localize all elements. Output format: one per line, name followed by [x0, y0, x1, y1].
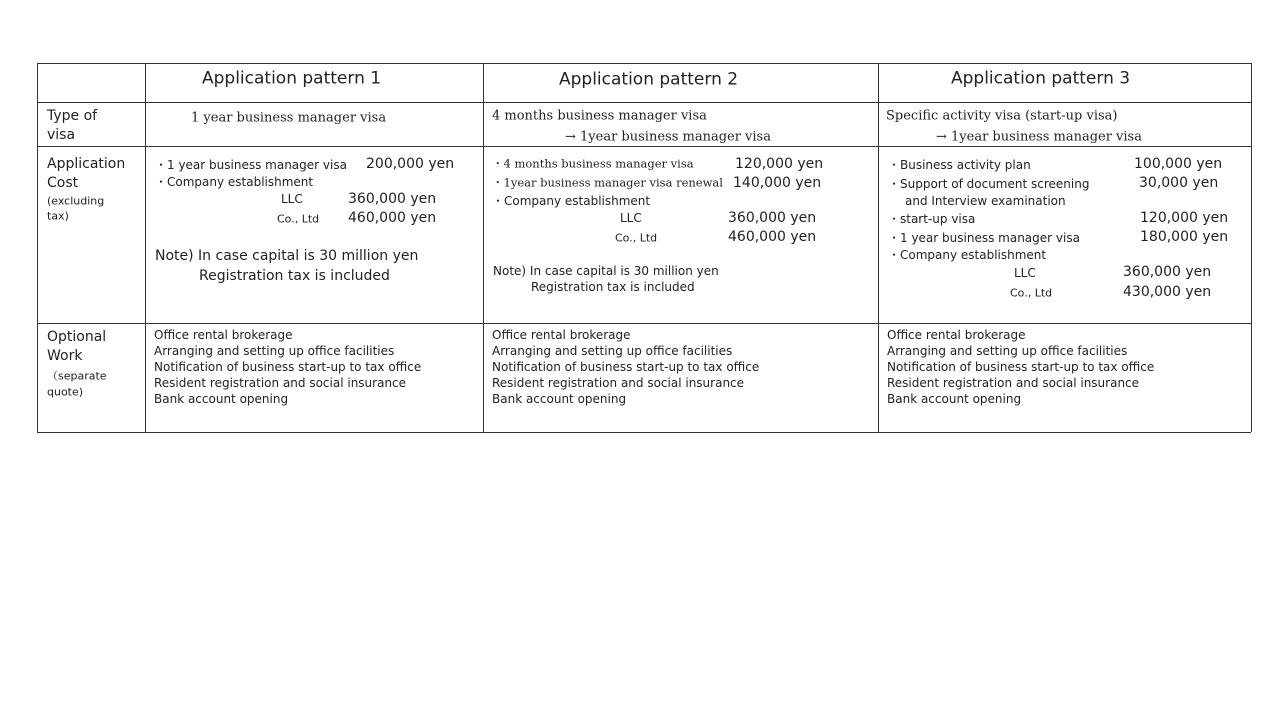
- row-divider: [37, 102, 1251, 103]
- column-divider: [878, 63, 879, 432]
- cost-item: ・1 year business manager visa: [888, 231, 1080, 245]
- table-border: [37, 63, 1251, 64]
- row-label-optional: Optional: [47, 329, 107, 345]
- cost-item: ・Company establishment: [888, 248, 1047, 262]
- cost-amount: 430,000 yen: [1123, 284, 1212, 300]
- cost-amount: 200,000 yen: [366, 156, 455, 172]
- list-item: Bank account opening: [154, 392, 289, 406]
- list-item: Office rental brokerage: [154, 328, 293, 342]
- list-item: Arranging and setting up office facilities: [154, 344, 395, 358]
- cost-item: LLC: [281, 192, 303, 206]
- row-label-type: visa: [47, 127, 76, 143]
- cost-item: ・1 year business manager visa: [155, 158, 347, 172]
- visa-type-p2: 4 months business manager visa: [492, 108, 707, 124]
- list-item: Bank account opening: [887, 392, 1022, 406]
- list-item: Notification of business start-up to tax office: [887, 360, 1155, 374]
- cost-item: ・start-up visa: [888, 212, 976, 226]
- list-item: Office rental brokerage: [887, 328, 1026, 342]
- visa-type-p3: → 1year business manager visa: [936, 129, 1142, 145]
- header-pattern-2: Application pattern 2: [559, 69, 739, 90]
- cost-item: Co., Ltd: [615, 231, 658, 245]
- row-label-cost-note: tax): [47, 209, 69, 223]
- list-item: Resident registration and social insurance: [887, 376, 1140, 390]
- row-label-optional: Work: [47, 348, 83, 364]
- list-item: Arranging and setting up office facilities: [492, 344, 733, 358]
- visa-type-p1: 1 year business manager visa: [191, 110, 387, 126]
- cost-item: ・Business activity plan: [888, 158, 1031, 172]
- row-label-type: Type of: [47, 108, 98, 124]
- cost-amount: 360,000 yen: [1123, 264, 1212, 280]
- cost-amount: 30,000 yen: [1139, 175, 1219, 191]
- cost-amount: 100,000 yen: [1134, 156, 1223, 172]
- row-label-cost: Application: [47, 156, 126, 172]
- cost-note: Note) In case capital is 30 million yen: [493, 264, 719, 278]
- visa-type-p2: → 1year business manager visa: [565, 129, 771, 145]
- list-item: Notification of business start-up to tax office: [492, 360, 760, 374]
- cost-item: ・4 months business manager visa: [492, 156, 694, 171]
- cost-item: LLC: [620, 211, 642, 225]
- row-divider: [37, 146, 1251, 147]
- table-border: [37, 63, 38, 432]
- row-divider: [37, 323, 1251, 324]
- cost-note: Note) In case capital is 30 million yen: [155, 248, 419, 264]
- cost-amount: 360,000 yen: [728, 210, 817, 226]
- cost-item: ・1year business manager visa renewal: [492, 175, 723, 190]
- visa-type-p3: Specific activity visa (start-up visa): [886, 108, 1118, 124]
- cost-amount: 360,000 yen: [348, 191, 437, 207]
- row-label-cost-note: (excluding: [47, 194, 105, 208]
- cost-item: Co., Ltd: [277, 212, 320, 226]
- header-pattern-1: Application pattern 1: [202, 68, 382, 89]
- cost-item: ・Support of document screening: [888, 177, 1090, 191]
- list-item: Arranging and setting up office facilities: [887, 344, 1128, 358]
- row-label-optional-note: （separate: [47, 369, 107, 383]
- row-label-cost: Cost: [47, 175, 79, 191]
- list-item: Resident registration and social insurance: [492, 376, 745, 390]
- column-divider: [483, 63, 484, 432]
- cost-amount: 120,000 yen: [1140, 210, 1229, 226]
- cost-item: Co., Ltd: [1010, 286, 1053, 300]
- cost-item: ・Company establishment: [492, 194, 651, 208]
- list-item: Notification of business start-up to tax office: [154, 360, 422, 374]
- cost-note: Registration tax is included: [199, 268, 390, 284]
- list-item: Office rental brokerage: [492, 328, 631, 342]
- column-divider: [145, 63, 146, 432]
- cost-amount: 460,000 yen: [348, 210, 437, 226]
- list-item: Resident registration and social insurance: [154, 376, 407, 390]
- table-border: [1251, 63, 1252, 432]
- table-border: [37, 432, 1251, 433]
- cost-note: Registration tax is included: [531, 280, 695, 294]
- cost-amount: 120,000 yen: [735, 156, 824, 172]
- header-pattern-3: Application pattern 3: [951, 68, 1131, 89]
- cost-item: and Interview examination: [905, 194, 1066, 208]
- list-item: Bank account opening: [492, 392, 627, 406]
- cost-item: ・Company establishment: [155, 175, 314, 189]
- row-label-optional-note: quote): [47, 385, 84, 399]
- cost-item: LLC: [1014, 266, 1036, 280]
- cost-amount: 140,000 yen: [733, 175, 822, 191]
- cost-amount: 180,000 yen: [1140, 229, 1229, 245]
- cost-amount: 460,000 yen: [728, 229, 817, 245]
